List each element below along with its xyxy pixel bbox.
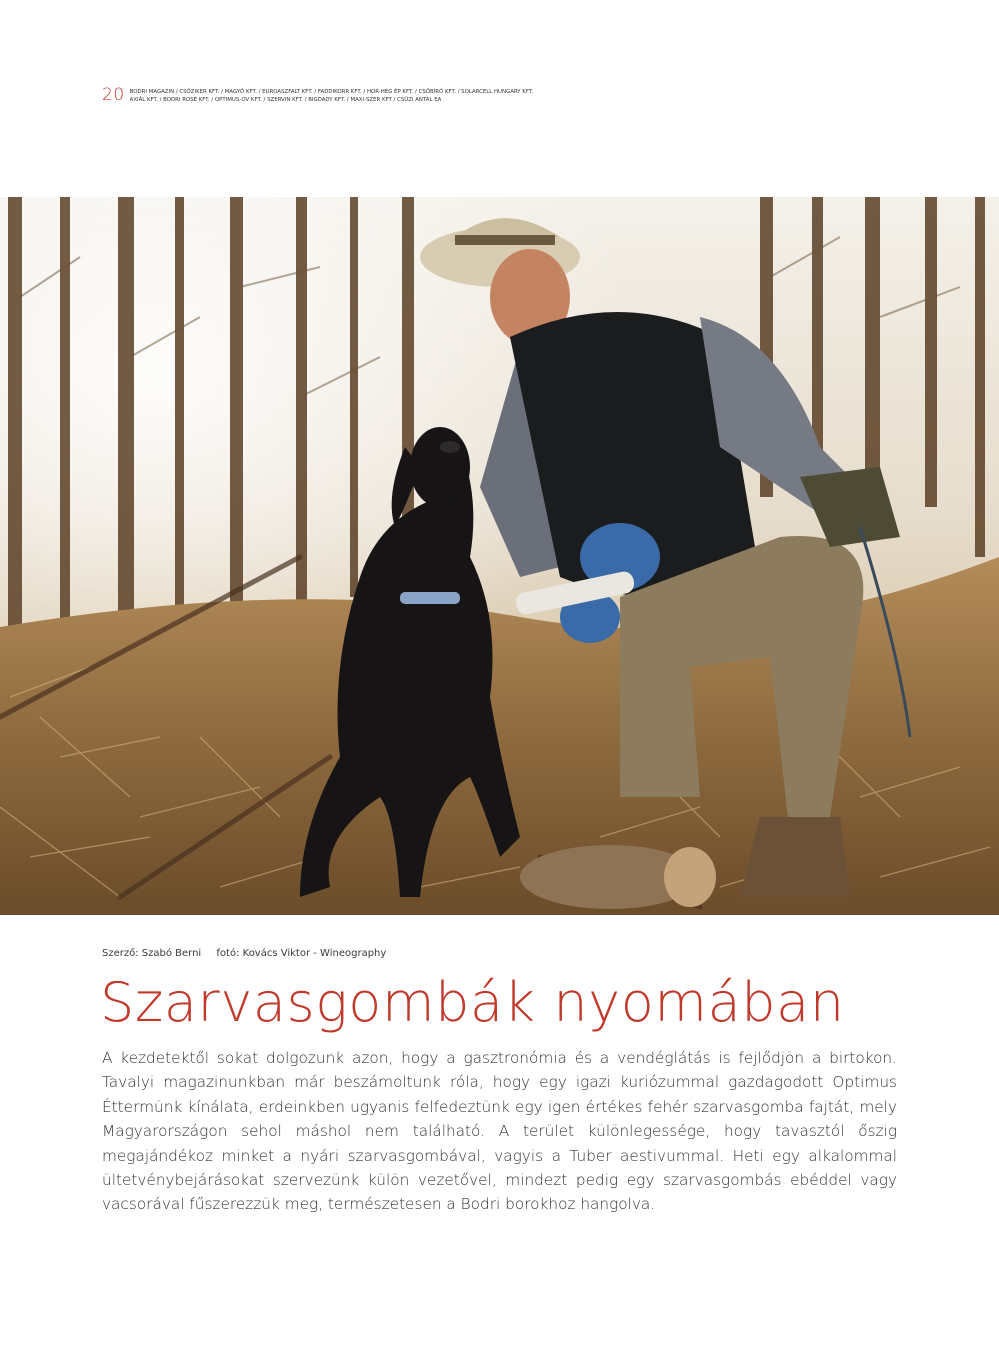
article-credits: [102, 948, 386, 960]
sponsor-line-1: BODRI MAGAZIN / CSŐZIKER KFT. / MAGYŐ KFT. / EUROASZFALT KFT. / FADDIKORR KFT. / HOR-HEG ÉP KFT. / CSŐBÍRÓ KFT. / SOLARCELL HUNGARY KFT.: [129, 89, 534, 95]
hero-photo: [0, 197, 999, 915]
truffle-hunter-with-dog-photo: [0, 197, 999, 915]
article-title: Szarvasgombák nyomában: [100, 971, 845, 1034]
author-credit: Szerző: Szabó Berni: [102, 948, 202, 959]
sponsor-line-2: AXIÁL KFT. / BODRI ROSÉ KFT. / OPTIMUS-OV KFT. / SZERVIN KFT. / BIGDADY KFT. / MAXI-SZER KFT / CSŰZI ANTAL EA: [129, 97, 442, 103]
page-header: [102, 87, 533, 104]
sponsor-list: [130, 87, 534, 104]
photo-credit: fotó: Kovács Viktor - Wineography: [216, 948, 387, 959]
article-body: A kezdetektől sokat dolgozunk azon, hogy a gasztronómia és a vendéglátás is fejlődjön a birtokon. Tavalyi magazinunkban már beszámoltunk róla, hogy egy igazi kuriózummal gazdagodott Optimus Éttermünk kínálata, erdeinkben ugyanis felfedeztünk egy igen értékes fehér szarvasgomba fajtát, mely Magyarországon sehol máshol nem található. A terület különlegessége, hogy tavasztól őszig megajándékoz minket a nyári szarvasgombával, vagyis a Tuber aestivummal. Heti egy alkalommal ültetvénybejárásokat szervezünk külön vezetővel, mindezt pedig egy szarvasgombás ebéddel vagy vacsorával fűszerezzük meg, természetesen a Bodri borokhoz hangolva.: [102, 1049, 897, 1214]
page-number: 20: [102, 85, 125, 105]
